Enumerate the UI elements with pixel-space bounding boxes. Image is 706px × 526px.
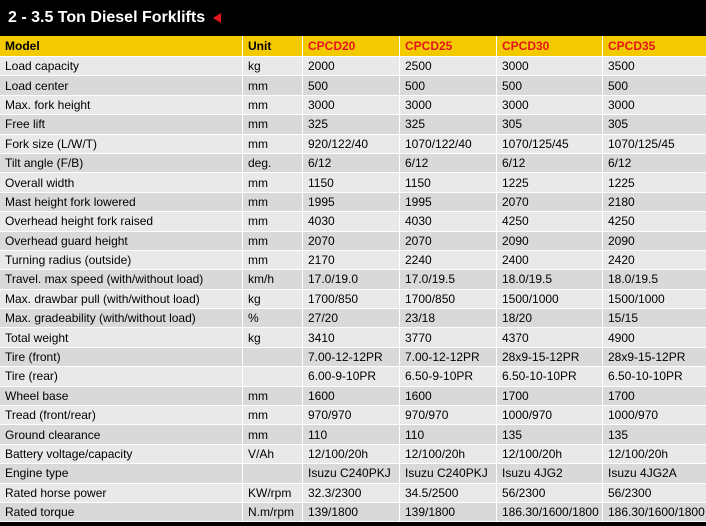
- spec-value-cell: 1700/850: [303, 290, 400, 309]
- spec-unit-cell: deg.: [243, 154, 303, 173]
- spec-value-cell: 139/1800: [303, 503, 400, 522]
- spec-value-cell: 1070/125/45: [497, 135, 603, 154]
- spec-value-cell: 18.0/19.5: [603, 270, 706, 289]
- spec-value-cell: 2500: [400, 57, 497, 76]
- table-row: [0, 232, 706, 251]
- spec-unit-cell: %: [243, 309, 303, 328]
- spec-label-cell: Ground clearance: [0, 425, 243, 444]
- table-row: [0, 503, 706, 522]
- spec-value-cell: 12/100/20h: [497, 445, 603, 464]
- spec-value-cell: 500: [497, 76, 603, 95]
- spec-label-cell: Turning radius (outside): [0, 251, 243, 270]
- spec-label-cell: Rated horse power: [0, 484, 243, 503]
- spec-value-cell: 2070: [303, 232, 400, 251]
- spec-value-cell: 325: [303, 115, 400, 134]
- spec-label-cell: Rated torque: [0, 503, 243, 522]
- spec-value-cell: Isuzu 4JG2A: [603, 464, 706, 483]
- spec-value-cell: 2170: [303, 251, 400, 270]
- spec-value-cell: 4370: [497, 328, 603, 347]
- spec-value-cell: 186.30/1600/1800: [497, 503, 603, 522]
- table-row: [0, 445, 706, 464]
- table-row: [0, 290, 706, 309]
- spec-value-cell: 12/100/20h: [603, 445, 706, 464]
- spec-value-cell: 6.00-9-10PR: [303, 367, 400, 386]
- spec-value-cell: 1600: [400, 387, 497, 406]
- table-row: [0, 348, 706, 367]
- spec-value-cell: 1070/125/45: [603, 135, 706, 154]
- table-row: [0, 309, 706, 328]
- spec-value-cell: 3000: [303, 96, 400, 115]
- table-row: [0, 464, 706, 483]
- spec-value-cell: 110: [400, 425, 497, 444]
- page-title: 2 - 3.5 Ton Diesel Forklifts: [8, 9, 206, 26]
- spec-unit-cell: mm: [243, 425, 303, 444]
- spec-unit-cell: mm: [243, 173, 303, 192]
- spec-unit-cell: mm: [243, 387, 303, 406]
- spec-label-cell: Tread (front/rear): [0, 406, 243, 425]
- spec-value-cell: 2070: [497, 193, 603, 212]
- spec-value-cell: 4250: [603, 212, 706, 231]
- spec-label-cell: Battery voltage/capacity: [0, 445, 243, 464]
- spec-value-cell: 3410: [303, 328, 400, 347]
- left-triangle-icon: [213, 13, 221, 23]
- spec-value-cell: 6/12: [400, 154, 497, 173]
- table-row: [0, 328, 706, 347]
- column-header-model: Model: [0, 36, 243, 57]
- spec-label-cell: Load capacity: [0, 57, 243, 76]
- spec-value-cell: 2070: [400, 232, 497, 251]
- table-row: [0, 57, 706, 76]
- spec-value-cell: 500: [303, 76, 400, 95]
- spec-value-cell: 970/970: [303, 406, 400, 425]
- spec-label-cell: Free lift: [0, 115, 243, 134]
- spec-value-cell: 6/12: [303, 154, 400, 173]
- column-header-cpcd25: CPCD25: [400, 36, 497, 57]
- spec-value-cell: 305: [497, 115, 603, 134]
- spec-unit-cell: mm: [243, 115, 303, 134]
- spec-value-cell: 500: [400, 76, 497, 95]
- spec-value-cell: 17.0/19.0: [303, 270, 400, 289]
- spec-value-cell: 325: [400, 115, 497, 134]
- spec-value-cell: 970/970: [400, 406, 497, 425]
- spec-label-cell: Tire (front): [0, 348, 243, 367]
- spec-value-cell: 56/2300: [497, 484, 603, 503]
- spec-value-cell: 6.50-10-10PR: [497, 367, 603, 386]
- spec-label-cell: Tire (rear): [0, 367, 243, 386]
- spec-value-cell: 1070/122/40: [400, 135, 497, 154]
- spec-value-cell: 1000/970: [603, 406, 706, 425]
- spec-value-cell: 1995: [303, 193, 400, 212]
- spec-value-cell: Isuzu 4JG2: [497, 464, 603, 483]
- spec-value-cell: 3770: [400, 328, 497, 347]
- spec-label-cell: Overhead height fork raised: [0, 212, 243, 231]
- spec-value-cell: 7.00-12-12PR: [303, 348, 400, 367]
- spec-unit-cell: KW/rpm: [243, 484, 303, 503]
- spec-value-cell: 2240: [400, 251, 497, 270]
- spec-value-cell: 1000/970: [497, 406, 603, 425]
- table-row: [0, 154, 706, 173]
- spec-value-cell: 15/15: [603, 309, 706, 328]
- spec-value-cell: 6/12: [603, 154, 706, 173]
- spec-value-cell: 1500/1000: [603, 290, 706, 309]
- table-row: [0, 387, 706, 406]
- spec-value-cell: 56/2300: [603, 484, 706, 503]
- spec-value-cell: 2400: [497, 251, 603, 270]
- spec-label-cell: Max. drawbar pull (with/without load): [0, 290, 243, 309]
- spec-label-cell: Travel. max speed (with/without load): [0, 270, 243, 289]
- spec-value-cell: 1600: [303, 387, 400, 406]
- spec-value-cell: 1700: [497, 387, 603, 406]
- table-row: [0, 367, 706, 386]
- spec-value-cell: 7.00-12-12PR: [400, 348, 497, 367]
- spec-value-cell: 3500: [603, 57, 706, 76]
- spec-unit-cell: kg: [243, 57, 303, 76]
- spec-value-cell: 186.30/1600/1800: [603, 503, 706, 522]
- spec-label-cell: Tilt angle (F/B): [0, 154, 243, 173]
- spec-value-cell: 1225: [603, 173, 706, 192]
- spec-label-cell: Mast height fork lowered: [0, 193, 243, 212]
- spec-unit-cell: kg: [243, 328, 303, 347]
- spec-value-cell: 4900: [603, 328, 706, 347]
- spec-value-cell: 135: [497, 425, 603, 444]
- column-header-cpcd35: CPCD35: [603, 36, 706, 57]
- spec-value-cell: 139/1800: [400, 503, 497, 522]
- spec-unit-cell: mm: [243, 193, 303, 212]
- spec-value-cell: 3000: [400, 96, 497, 115]
- spec-label-cell: Overall width: [0, 173, 243, 192]
- table-row: [0, 193, 706, 212]
- spec-value-cell: 4250: [497, 212, 603, 231]
- spec-value-cell: 135: [603, 425, 706, 444]
- column-header-cpcd30: CPCD30: [497, 36, 603, 57]
- spec-unit-cell: km/h: [243, 270, 303, 289]
- spec-value-cell: 1700: [603, 387, 706, 406]
- spec-unit-cell: V/Ah: [243, 445, 303, 464]
- page-header: [0, 0, 706, 36]
- spec-unit-cell: [243, 348, 303, 367]
- table-row: [0, 76, 706, 95]
- spec-unit-cell: mm: [243, 406, 303, 425]
- spec-value-cell: 32.3/2300: [303, 484, 400, 503]
- spec-value-cell: 3000: [603, 96, 706, 115]
- spec-table: [0, 36, 706, 522]
- spec-label-cell: Max. gradeability (with/without load): [0, 309, 243, 328]
- spec-value-cell: 6.50-9-10PR: [400, 367, 497, 386]
- spec-value-cell: 305: [603, 115, 706, 134]
- spec-value-cell: 12/100/20h: [400, 445, 497, 464]
- spec-value-cell: 1995: [400, 193, 497, 212]
- spec-value-cell: 6/12: [497, 154, 603, 173]
- spec-value-cell: 27/20: [303, 309, 400, 328]
- spec-unit-cell: [243, 367, 303, 386]
- spec-value-cell: 18.0/19.5: [497, 270, 603, 289]
- table-row: [0, 173, 706, 192]
- table-row: [0, 251, 706, 270]
- spec-unit-cell: mm: [243, 212, 303, 231]
- table-row: [0, 425, 706, 444]
- spec-value-cell: 500: [603, 76, 706, 95]
- spec-value-cell: 1500/1000: [497, 290, 603, 309]
- spec-value-cell: Isuzu C240PKJ: [303, 464, 400, 483]
- spec-value-cell: 3000: [497, 57, 603, 76]
- spec-value-cell: 2180: [603, 193, 706, 212]
- spec-value-cell: 920/122/40: [303, 135, 400, 154]
- spec-unit-cell: mm: [243, 96, 303, 115]
- spec-label-cell: Max. fork height: [0, 96, 243, 115]
- spec-unit-cell: mm: [243, 135, 303, 154]
- spec-value-cell: 2420: [603, 251, 706, 270]
- column-header-cpcd20: CPCD20: [303, 36, 400, 57]
- spec-value-cell: 2090: [603, 232, 706, 251]
- spec-value-cell: 3000: [497, 96, 603, 115]
- spec-value-cell: 23/18: [400, 309, 497, 328]
- spec-label-cell: Wheel base: [0, 387, 243, 406]
- spec-value-cell: 6.50-10-10PR: [603, 367, 706, 386]
- spec-value-cell: 17.0/19.5: [400, 270, 497, 289]
- spec-value-cell: 1225: [497, 173, 603, 192]
- spec-value-cell: 1700/850: [400, 290, 497, 309]
- column-header-unit: Unit: [243, 36, 303, 57]
- spec-unit-cell: [243, 464, 303, 483]
- spec-label-cell: Total weight: [0, 328, 243, 347]
- table-row: [0, 96, 706, 115]
- spec-unit-cell: mm: [243, 76, 303, 95]
- table-row: [0, 115, 706, 134]
- spec-label-cell: Load center: [0, 76, 243, 95]
- spec-label-cell: Overhead guard height: [0, 232, 243, 251]
- spec-unit-cell: kg: [243, 290, 303, 309]
- table-row: [0, 484, 706, 503]
- spec-value-cell: 4030: [400, 212, 497, 231]
- spec-unit-cell: N.m/rpm: [243, 503, 303, 522]
- spec-value-cell: 2090: [497, 232, 603, 251]
- spec-label-cell: Fork size (L/W/T): [0, 135, 243, 154]
- spec-label-cell: Engine type: [0, 464, 243, 483]
- spec-value-cell: 12/100/20h: [303, 445, 400, 464]
- spec-value-cell: 18/20: [497, 309, 603, 328]
- table-row: [0, 212, 706, 231]
- table-row: [0, 135, 706, 154]
- spec-value-cell: 34.5/2500: [400, 484, 497, 503]
- table-row: [0, 406, 706, 425]
- spec-unit-cell: mm: [243, 251, 303, 270]
- spec-unit-cell: mm: [243, 232, 303, 251]
- spec-value-cell: 1150: [303, 173, 400, 192]
- table-header-row: [0, 36, 706, 57]
- spec-value-cell: 28x9-15-12PR: [497, 348, 603, 367]
- spec-value-cell: Isuzu C240PKJ: [400, 464, 497, 483]
- table-row: [0, 270, 706, 289]
- spec-value-cell: 110: [303, 425, 400, 444]
- spec-value-cell: 2000: [303, 57, 400, 76]
- spec-value-cell: 4030: [303, 212, 400, 231]
- spec-value-cell: 28x9-15-12PR: [603, 348, 706, 367]
- spec-value-cell: 1150: [400, 173, 497, 192]
